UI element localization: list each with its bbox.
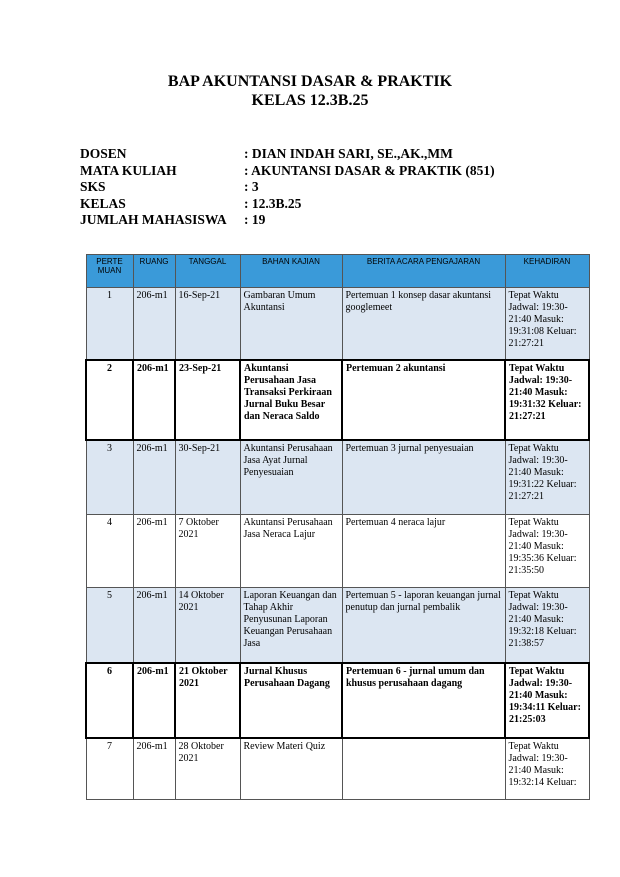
cell-pertemuan: 2	[86, 360, 133, 440]
cell-pertemuan: 6	[86, 663, 133, 738]
column-header-tanggal: TANGGAL	[175, 255, 240, 288]
table-header-row	[86, 255, 589, 288]
attendance-table	[85, 254, 590, 800]
cell-bahan-kajian: Gambaran Umum Akuntansi	[240, 288, 342, 360]
info-row-sks	[80, 179, 495, 196]
cell-berita-acara: Pertemuan 4 neraca lajur	[342, 515, 505, 588]
table-row	[86, 360, 589, 440]
column-header-berita-acara: BERITA ACARA PENGAJARAN	[342, 255, 505, 288]
cell-pertemuan: 5	[86, 588, 133, 663]
info-row-mata-kuliah	[80, 163, 495, 180]
cell-berita-acara: Pertemuan 3 jurnal penyesuaian	[342, 440, 505, 515]
info-label: MATA KULIAH	[80, 162, 177, 178]
table-row	[86, 288, 589, 360]
table-row	[86, 440, 589, 515]
info-label: JUMLAH MAHASISWA	[80, 212, 227, 227]
info-row-jumlah-mahasiswa	[80, 212, 495, 229]
cell-kehadiran: Tepat Waktu Jadwal: 19:30-21:40 Masuk: 19:31:08 Keluar: 21:27:21	[505, 288, 589, 360]
course-info	[80, 146, 495, 229]
cell-tanggal: 21 Oktober 2021	[175, 663, 240, 738]
cell-bahan-kajian: Review Materi Quiz	[240, 738, 342, 800]
cell-tanggal: 16-Sep-21	[175, 288, 240, 360]
cell-tanggal: 28 Oktober 2021	[175, 738, 240, 800]
cell-berita-acara	[342, 738, 505, 800]
cell-ruang: 206-m1	[133, 738, 175, 800]
table-row	[86, 663, 589, 738]
table-row	[86, 588, 589, 663]
cell-kehadiran: Tepat Waktu Jadwal: 19:30-21:40 Masuk: 19:32:18 Keluar: 21:38:57	[505, 588, 589, 663]
cell-kehadiran: Tepat Waktu Jadwal: 19:30-21:40 Masuk: 19:35:36 Keluar: 21:35:50	[505, 515, 589, 588]
info-value: : 3	[244, 179, 259, 194]
column-header-kehadiran: KEHADIRAN	[505, 255, 589, 288]
cell-berita-acara: Pertemuan 5 - laporan keuangan jurnal penutup dan jurnal pembalik	[342, 588, 505, 663]
cell-bahan-kajian: Akuntansi Perusahaan Jasa Neraca Lajur	[240, 515, 342, 588]
cell-ruang: 206-m1	[133, 663, 175, 738]
cell-kehadiran: Tepat Waktu Jadwal: 19:30-21:40 Masuk: 19:31:22 Keluar: 21:27:21	[505, 440, 589, 515]
info-value: : 12.3B.25	[244, 195, 302, 211]
column-header-ruang: RUANG	[133, 255, 175, 288]
cell-kehadiran: Tepat Waktu Jadwal: 19:30-21:40 Masuk: 19:34:11 Keluar: 21:25:03	[505, 663, 589, 738]
cell-berita-acara: Pertemuan 6 - jurnal umum dan khusus perusahaan dagang	[342, 663, 505, 738]
cell-berita-acara: Pertemuan 1 konsep dasar akuntansi googlemeet	[342, 288, 505, 360]
cell-bahan-kajian: Akuntansi Perusahaan Jasa Transaksi Perkiraan Jurnal Buku Besar dan Neraca Saldo	[240, 360, 342, 440]
cell-tanggal: 30-Sep-21	[175, 440, 240, 515]
cell-pertemuan: 3	[86, 440, 133, 515]
column-header-bahan-kajian: BAHAN KAJIAN	[240, 255, 342, 288]
cell-berita-acara: Pertemuan 2 akuntansi	[342, 360, 505, 440]
cell-tanggal: 23-Sep-21	[175, 360, 240, 440]
cell-pertemuan: 4	[86, 515, 133, 588]
info-value: : DIAN INDAH SARI, SE.,AK.,MM	[244, 146, 453, 161]
info-value: : AKUNTANSI DASAR & PRAKTIK (851)	[244, 162, 495, 178]
document-subtitle: KELAS 12.3B.25	[251, 92, 369, 109]
info-value: : 19	[244, 212, 266, 227]
table-row	[86, 738, 589, 800]
cell-tanggal: 14 Oktober 2021	[175, 588, 240, 663]
column-header-pertemuan: PERTE MUAN	[86, 255, 133, 288]
cell-pertemuan: 7	[86, 738, 133, 800]
table-row	[86, 515, 589, 588]
cell-kehadiran: Tepat Waktu Jadwal: 19:30-21:40 Masuk: 19:31:32 Keluar: 21:27:21	[505, 360, 589, 440]
info-label: DOSEN	[80, 146, 127, 161]
document-title: BAP AKUNTANSI DASAR & PRAKTIK	[167, 73, 453, 90]
cell-ruang: 206-m1	[133, 288, 175, 360]
cell-ruang: 206-m1	[133, 440, 175, 515]
cell-ruang: 206-m1	[133, 360, 175, 440]
cell-tanggal: 7 Oktober 2021	[175, 515, 240, 588]
cell-kehadiran: Tepat Waktu Jadwal: 19:30-21:40 Masuk: 19:32:14 Keluar:	[505, 738, 589, 800]
cell-bahan-kajian: Jurnal Khusus Perusahaan Dagang	[240, 663, 342, 738]
cell-ruang: 206-m1	[133, 588, 175, 663]
info-label: KELAS	[80, 195, 126, 211]
info-row-dosen	[80, 146, 495, 163]
cell-ruang: 206-m1	[133, 515, 175, 588]
cell-bahan-kajian: Laporan Keuangan dan Tahap Akhir Penyusunan Laporan Keuangan Perusahaan Jasa	[240, 588, 342, 663]
cell-bahan-kajian: Akuntansi Perusahaan Jasa Ayat Jurnal Penyesuaian	[240, 440, 342, 515]
info-label: SKS	[80, 179, 106, 194]
cell-pertemuan: 1	[86, 288, 133, 360]
info-row-kelas	[80, 196, 495, 213]
